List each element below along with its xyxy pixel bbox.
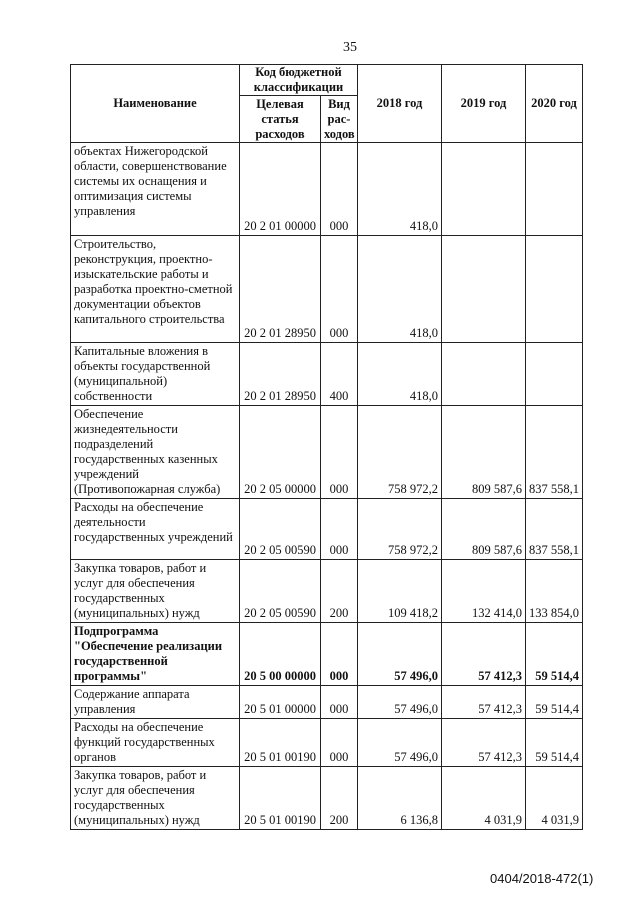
row-value-2019: 57 412,3 (442, 686, 526, 719)
row-target-code: 20 5 01 00000 (240, 686, 321, 719)
header-2019: 2019 год (442, 65, 526, 143)
header-2020: 2020 год (526, 65, 583, 143)
table-row (71, 767, 583, 830)
page-number: 35 (343, 40, 357, 55)
row-value-2018: 418,0 (358, 236, 442, 343)
table-body (71, 143, 583, 830)
row-target-code: 20 2 05 00000 (240, 406, 321, 499)
row-expense-type: 000 (321, 236, 358, 343)
row-value-2018: 57 496,0 (358, 686, 442, 719)
row-name: Содержание аппарата управления (71, 686, 240, 719)
table-row (71, 560, 583, 623)
row-value-2018: 57 496,0 (358, 719, 442, 767)
row-name: Расходы на обеспечение функций государственных органов (71, 719, 240, 767)
row-value-2018: 6 136,8 (358, 767, 442, 830)
header-2018: 2018 год (358, 65, 442, 143)
row-value-2020: 133 854,0 (526, 560, 583, 623)
row-value-2019 (442, 343, 526, 406)
document-reference: 0404/2018-472(1) (490, 871, 594, 886)
row-value-2018: 418,0 (358, 143, 442, 236)
row-value-2020 (526, 236, 583, 343)
row-value-2019: 4 031,9 (442, 767, 526, 830)
row-value-2020: 59 514,4 (526, 686, 583, 719)
row-target-code: 20 2 01 00000 (240, 143, 321, 236)
row-value-2020: 837 558,1 (526, 499, 583, 560)
table-row (71, 143, 583, 236)
row-target-code: 20 5 01 00190 (240, 719, 321, 767)
row-value-2018: 109 418,2 (358, 560, 442, 623)
row-value-2020 (526, 343, 583, 406)
row-name: Закупка товаров, работ и услуг для обеспечения государственных (муниципальных) нужд (71, 767, 240, 830)
row-value-2018: 418,0 (358, 343, 442, 406)
row-value-2019: 132 414,0 (442, 560, 526, 623)
table-row (71, 686, 583, 719)
row-value-2020: 837 558,1 (526, 406, 583, 499)
row-value-2020: 59 514,4 (526, 623, 583, 686)
row-value-2019: 57 412,3 (442, 719, 526, 767)
row-value-2018: 758 972,2 (358, 406, 442, 499)
row-value-2019: 809 587,6 (442, 499, 526, 560)
row-expense-type: 000 (321, 686, 358, 719)
row-value-2019 (442, 143, 526, 236)
row-expense-type: 200 (321, 767, 358, 830)
budget-table (70, 64, 583, 830)
row-value-2020: 59 514,4 (526, 719, 583, 767)
row-name: объектах Нижегородской области, совершенствование системы их оснащения и оптимизация системы управления (71, 143, 240, 236)
row-name: Закупка товаров, работ и услуг для обеспечения государственных (муниципальных) нужд (71, 560, 240, 623)
row-target-code: 20 2 01 28950 (240, 236, 321, 343)
table-row (71, 236, 583, 343)
row-value-2020 (526, 143, 583, 236)
row-value-2018: 57 496,0 (358, 623, 442, 686)
header-target-article: Целевая статья расходов (240, 96, 321, 143)
row-value-2019: 57 412,3 (442, 623, 526, 686)
row-expense-type: 000 (321, 406, 358, 499)
row-expense-type: 000 (321, 623, 358, 686)
row-expense-type: 000 (321, 499, 358, 560)
row-value-2019 (442, 236, 526, 343)
row-name: Обеспечение жизнедеятельности подразделений государственных казенных учреждений (Противопожарная служба) (71, 406, 240, 499)
row-name: Строительство, реконструкция, проектно-изыскательские работы и разработка проектно-сметной документации объектов капитального строительства (71, 236, 240, 343)
table-row (71, 343, 583, 406)
row-target-code: 20 5 00 00000 (240, 623, 321, 686)
row-expense-type: 000 (321, 719, 358, 767)
row-value-2018: 758 972,2 (358, 499, 442, 560)
row-value-2020: 4 031,9 (526, 767, 583, 830)
row-target-code: 20 2 05 00590 (240, 560, 321, 623)
row-value-2019: 809 587,6 (442, 406, 526, 499)
row-target-code: 20 2 05 00590 (240, 499, 321, 560)
row-expense-type: 400 (321, 343, 358, 406)
row-name: Расходы на обеспечение деятельности государственных учреждений (71, 499, 240, 560)
header-budget-code: Код бюджетной классификации (240, 65, 358, 96)
row-target-code: 20 5 01 00190 (240, 767, 321, 830)
table-row (71, 406, 583, 499)
row-expense-type: 200 (321, 560, 358, 623)
row-name: Капитальные вложения в объекты государственной (муниципальной) собственности (71, 343, 240, 406)
header-expense-type: Вид рас-ходов (321, 96, 358, 143)
row-target-code: 20 2 01 28950 (240, 343, 321, 406)
row-name: Подпрограмма "Обеспечение реализации государственной программы" (71, 623, 240, 686)
table-row (71, 499, 583, 560)
header-name: Наименование (71, 65, 240, 143)
table-header (71, 65, 583, 143)
table-row (71, 623, 583, 686)
row-expense-type: 000 (321, 143, 358, 236)
table-row (71, 719, 583, 767)
